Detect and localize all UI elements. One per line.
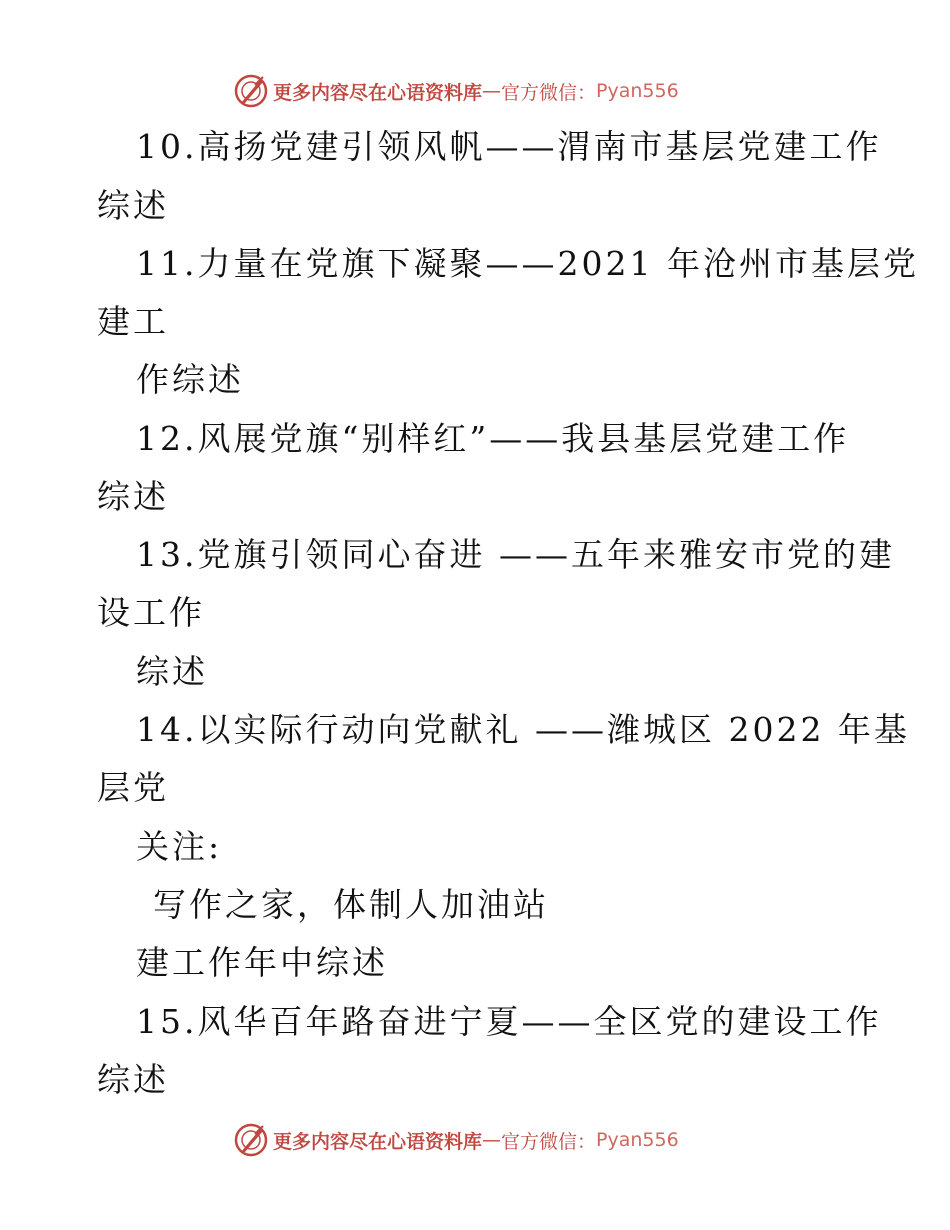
watermark-wechat-label: 官方微信： xyxy=(501,1130,597,1153)
watermark-wechat-id: Pyan556 xyxy=(596,1129,679,1151)
item-11-title-cont-2: 作综述 xyxy=(136,360,244,399)
quill-pen-logo-icon xyxy=(233,1122,269,1158)
item-12-title-cont: 综述 xyxy=(97,477,169,516)
item-13-title: 13.党旗引领同心奋进 ——五年来雅安市党的建 xyxy=(136,535,895,574)
watermark-separator: — xyxy=(482,80,502,102)
header-watermark xyxy=(233,73,679,109)
item-15-title-cont: 综述 xyxy=(97,1060,169,1099)
item-15-title: 15.风华百年路奋进宁夏——全区党的建设工作 xyxy=(136,1002,882,1041)
footer-watermark xyxy=(233,1122,679,1158)
item-11-title-cont: 建工 xyxy=(97,302,169,341)
item-13-title-cont-2: 综述 xyxy=(136,652,208,691)
item-10-title: 10.高扬党建引领风帆——渭南市基层党建工作 xyxy=(136,127,882,166)
item-14-title: 14.以实际行动向党献礼 ——潍城区 2022 年基 xyxy=(136,710,910,749)
item-13-title-cont: 设工作 xyxy=(97,593,205,632)
item-14-title-cont: 层党 xyxy=(97,768,169,807)
item-12-title: 12.风展党旗“别样红”——我县基层党建工作 xyxy=(136,419,850,458)
watermark-wechat-id: Pyan556 xyxy=(596,80,679,102)
follow-account: 写作之家，体制人加油站 xyxy=(153,885,549,924)
watermark-separator: — xyxy=(482,1129,502,1151)
item-10-title-cont: 综述 xyxy=(97,186,169,225)
item-11-title: 11.力量在党旗下凝聚——2021 年沧州市基层党 xyxy=(136,244,919,283)
watermark-wechat-label: 官方微信： xyxy=(501,81,597,104)
item-14-title-cont-2: 建工作年中综述 xyxy=(136,943,388,982)
watermark-main-text: 更多内容尽在心语资料库 xyxy=(273,1130,483,1153)
follow-label: 关注: xyxy=(136,827,223,866)
watermark-main-text: 更多内容尽在心语资料库 xyxy=(273,81,483,104)
quill-pen-logo-icon xyxy=(233,73,269,109)
